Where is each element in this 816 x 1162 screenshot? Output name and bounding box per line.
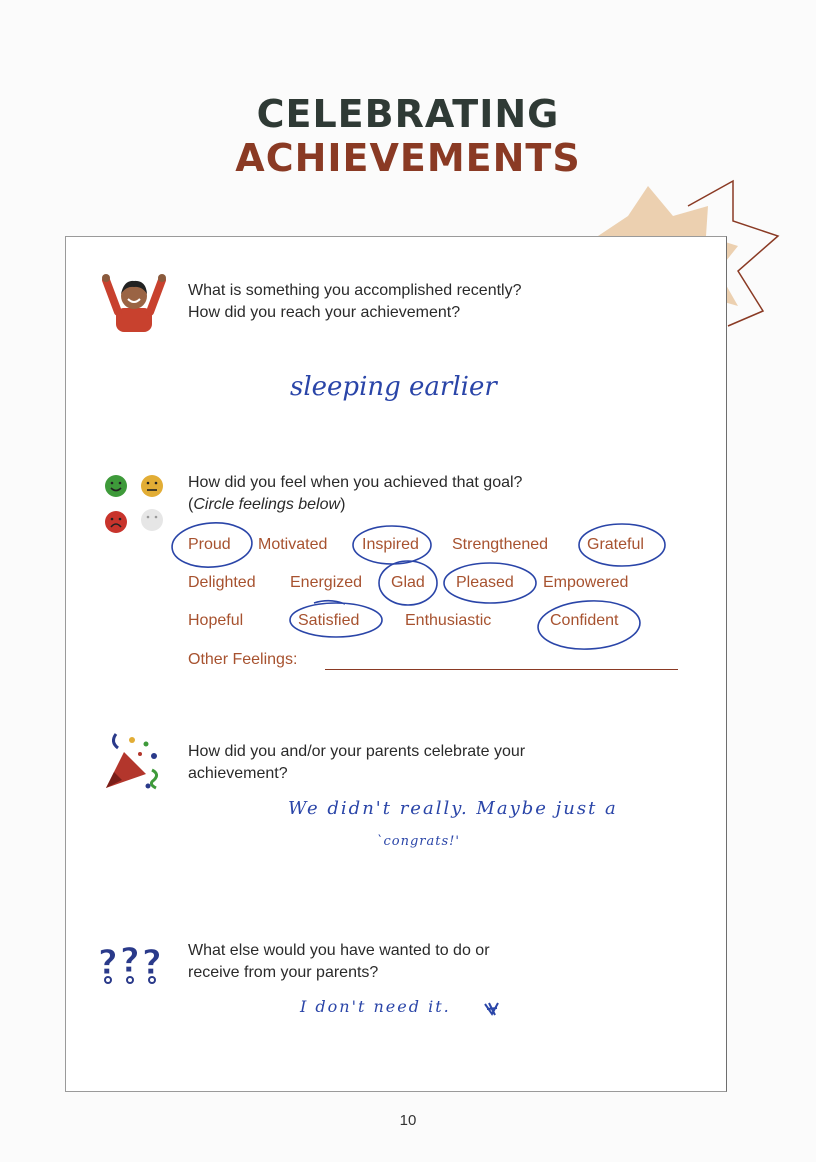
cheering-child-icon <box>102 272 166 334</box>
svg-text:?: ? <box>98 943 118 983</box>
title-line-1: CELEBRATING <box>256 92 560 136</box>
scribble-icon <box>483 1000 501 1018</box>
question-2-line-2: (Circle feelings below) <box>188 496 346 513</box>
emotion-faces-icon <box>104 472 168 536</box>
feeling-strengthened[interactable]: Strengthened <box>452 536 549 553</box>
feeling-motivated[interactable]: Motivated <box>258 536 328 553</box>
answer-4-handwriting: I don't need it. <box>300 997 451 1016</box>
answer-3-handwriting-line-1: We didn't really. Maybe just a <box>288 798 618 819</box>
svg-text:?: ? <box>142 943 162 983</box>
feeling-inspired[interactable]: Inspired <box>362 536 419 553</box>
feeling-satisfied[interactable]: Satisfied <box>298 612 360 629</box>
answer-1-handwriting: sleeping earlier <box>290 372 497 402</box>
question-3-line-2: achievement? <box>188 765 288 782</box>
svg-text:?: ? <box>120 941 140 981</box>
feeling-proud[interactable]: Proud <box>188 536 231 553</box>
party-popper-icon <box>102 730 166 792</box>
feeling-grateful[interactable]: Grateful <box>587 536 644 553</box>
feeling-confident[interactable]: Confident <box>550 612 619 629</box>
feeling-energized[interactable]: Energized <box>290 574 363 591</box>
question-3-line-1: How did you and/or your parents celebrate your <box>188 743 526 760</box>
question-marks-icon <box>98 938 170 984</box>
question-4-line-2: receive from your parents? <box>188 964 379 981</box>
question-4-line-1: What else would you have wanted to do or <box>188 942 490 959</box>
feeling-empowered[interactable]: Empowered <box>543 574 629 591</box>
feeling-glad[interactable]: Glad <box>391 574 425 591</box>
answer-3-handwriting-line-2: `congrats!' <box>376 834 460 849</box>
feeling-hopeful[interactable]: Hopeful <box>188 612 244 629</box>
feeling-pleased[interactable]: Pleased <box>456 574 514 591</box>
question-1-line-2: How did you reach your achievement? <box>188 304 461 321</box>
title-line-2: ACHIEVEMENTS <box>235 136 581 180</box>
page-number: 10 <box>399 1112 417 1129</box>
question-1-line-1: What is something you accomplished recently? <box>188 282 522 299</box>
feeling-delighted[interactable]: Delighted <box>188 574 256 591</box>
feeling-enthusiastic[interactable]: Enthusiastic <box>405 612 492 629</box>
question-2-line-1: How did you feel when you achieved that goal? <box>188 474 523 491</box>
other-feelings-label: Other Feelings: <box>188 651 298 668</box>
other-feelings-input-line[interactable] <box>325 669 678 670</box>
